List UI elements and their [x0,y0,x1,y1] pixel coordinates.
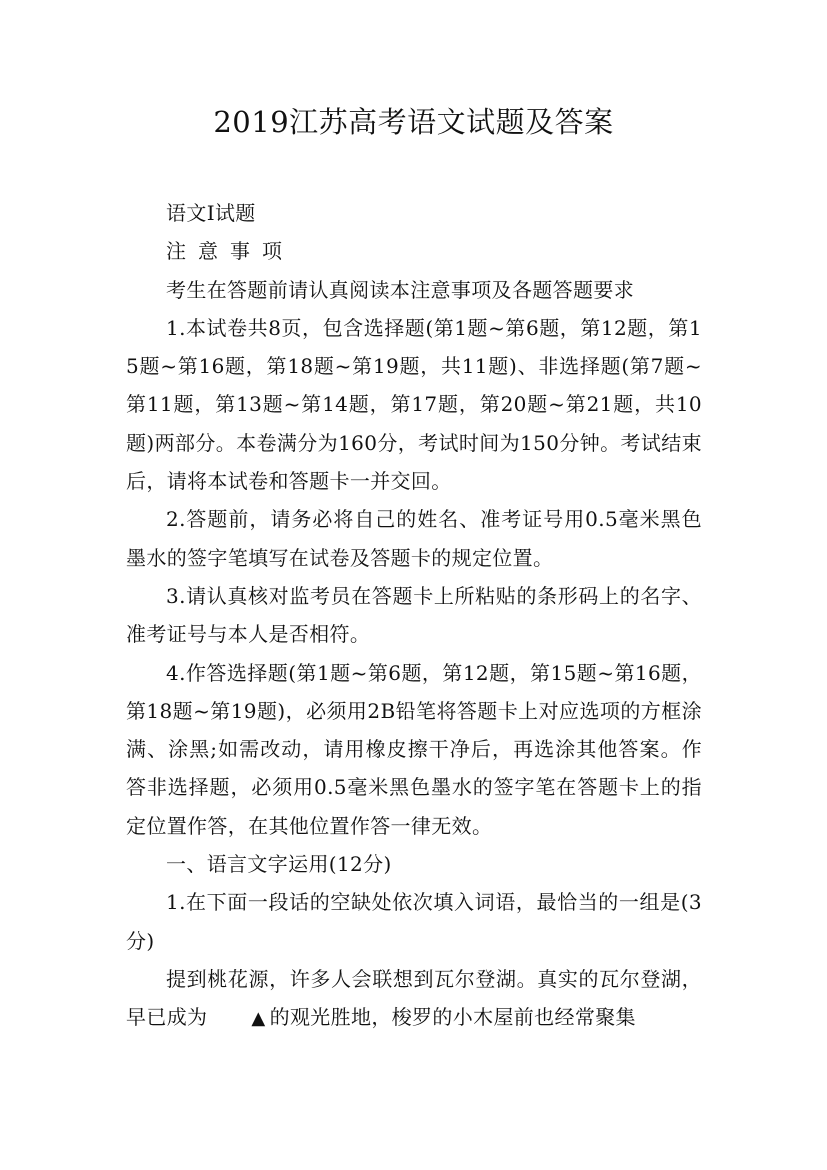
notice-intro: 考生在答题前请认真阅读本注意事项及各题答题要求 [166,277,635,302]
blank-triangle-icon: ▲ [251,1008,266,1030]
document-body [126,194,702,1039]
question-1: 1.在下面一段话的空缺处依次填入词语，最恰当的一组是(3分) [126,890,702,953]
section-heading: 语文Ⅰ试题 [166,201,256,225]
notice-item-1: 1.本试卷共8页，包含选择题(第1题~第6题，第12题，第15题~第16题，第18题~第19题，共11题)、非选择题(第7题~第11题，第13题~第14题，第17题，第20题~第21题，共10题)两部分。本卷满分为160分，考试时间为150分钟。考试结束后，请将本试卷和答题卡一并交回。 [126,315,702,494]
notice-item-2: 2.答题前，请务必将自己的姓名、准考证号用0.5毫米黑色墨水的签字笔填写在试卷及答题卡的规定位置。 [126,507,702,570]
notice-item-4: 4.作答选择题(第1题~第6题，第12题，第15题~第16题，第18题~第19题)，必须用2B铅笔将答题卡上对应选项的方框涂满、涂黑;如需改动，请用橡皮擦干净后，再选涂其他答案。作答非选择题，必须用0.5毫米黑色墨水的签字笔在答题卡上的指定位置作答，在其他位置作答一律无效。 [126,660,702,838]
passage-text-before: 提到桃花源，许多人会联想到瓦尔登湖。真实的瓦尔登湖，早已成为 [126,966,702,1030]
notice-item-3: 3.请认真核对监考员在答题卡上所粘贴的条形码上的名字、准考证号与本人是否相符。 [126,583,702,647]
question-1-passage [126,960,702,1039]
passage-text-after: 的观光胜地，梭罗的小木屋前也经常聚集 [269,1005,636,1030]
part-heading: 一、语言文字运用(12分) [166,852,392,877]
notice-heading: 注意事项 [166,239,294,264]
document-title: 2019江苏高考语文试题及答案 [213,105,614,139]
